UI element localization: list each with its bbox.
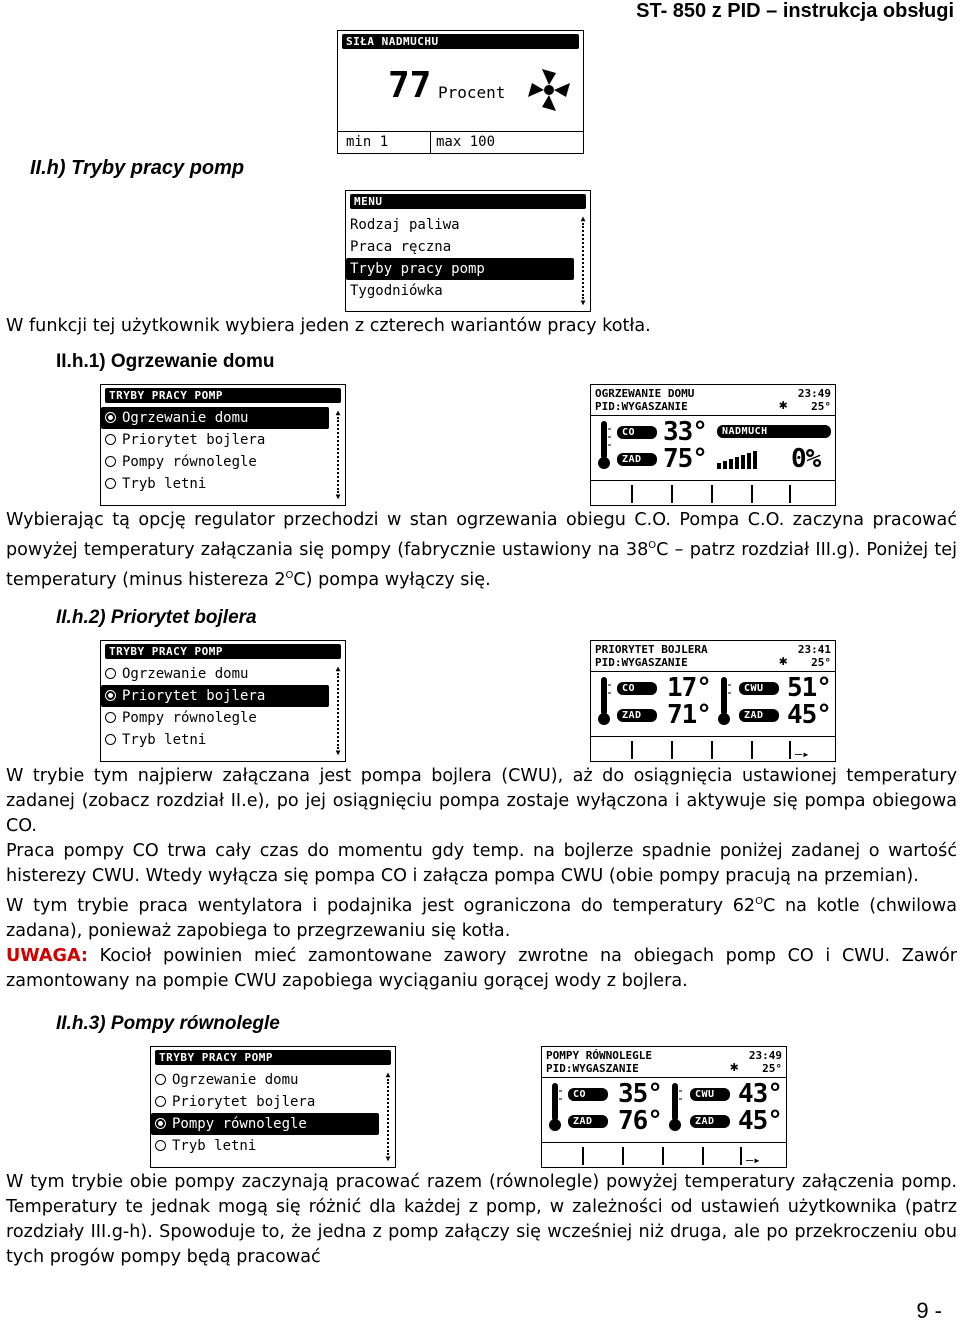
modes-screen-title: TRYBY PRACY POMP <box>105 388 341 403</box>
radio-icon <box>155 1096 166 1107</box>
radio-selected-icon <box>105 412 116 423</box>
fan-value: 77 <box>388 65 432 106</box>
subsection-3-title: II.h.3) Pompy równolegle <box>56 1013 280 1034</box>
subsection-3-text: W tym trybie obie pompy zaczynają pracować razem (równolegle) powyżej temperatury załączenia pomp. Temperatury te jednak mogą się różnić dla każdej z pomp, w zależności od ustawień użytkownika (patrz rozdziały III.g-h). Spowoduje to, że jedna z pomp załączy się wcześniej niż druga, ale po przekroczeniu obu tych progów pompy będą pracować <box>6 1172 957 1267</box>
co-tag: CO <box>617 682 657 695</box>
zad-tag-cwu: ZAD <box>690 1115 730 1128</box>
radio-icon <box>105 434 116 445</box>
radio-icon <box>155 1140 166 1151</box>
co-tag: CO <box>617 426 657 439</box>
radio-icon <box>105 734 116 745</box>
subsection-1-text: Wybierając tą opcję regulator przechodzi w stan ogrzewania obiegu C.O. Pompa C.O. zaczyna pracować powyżej temperatury załączania się pompy (fabrycznie ustawiony na $38^OC$ – patrz rozdział III.g). Poniżej tej temperatury (minus histereza $2^OC$) pompa wyłączy się. <box>6 510 957 590</box>
modes-screen-3 <box>150 1046 396 1168</box>
modes-screen-title: TRYBY PRACY POMP <box>105 644 341 659</box>
status-line-2: PID:WYGASZANIE <box>595 400 688 413</box>
fan-level-bars <box>717 451 765 473</box>
menu-item-tygodniowka[interactable]: Tygodniówka <box>350 283 443 299</box>
zad-temp: 76° <box>618 1106 662 1136</box>
thermometer-icon <box>717 677 731 731</box>
fan-power-screen <box>337 30 584 154</box>
mode-option-rownolegle[interactable]: Pompy równolegle <box>151 1113 379 1135</box>
thermometer-icon <box>548 1083 562 1137</box>
zad-cwu-temp: 45° <box>787 700 831 730</box>
outdoor-temp: 25° <box>762 1062 782 1075</box>
co-tag: CO <box>568 1088 608 1101</box>
mode-option-rownolegle[interactable]: Pompy równolegle <box>101 451 329 473</box>
zad-temp: 71° <box>667 700 711 730</box>
fan-screen-title: SIŁA NADMUCHU <box>342 34 579 49</box>
thermometer-icon <box>668 1083 682 1137</box>
status-time: 23:49 <box>797 387 831 400</box>
zad-tag: ZAD <box>617 453 657 466</box>
menu-screen <box>345 190 591 312</box>
output-ticks <box>591 480 835 505</box>
status-line-1: PRIORYTET BOJLERA <box>595 643 708 656</box>
zad-tag: ZAD <box>617 709 657 722</box>
radio-icon <box>105 456 116 467</box>
status-screen-1 <box>590 384 836 506</box>
status-line-2: PID:WYGASZANIE <box>546 1062 639 1075</box>
status-time: 23:49 <box>748 1049 782 1062</box>
status-screen-3 <box>541 1046 787 1168</box>
subsection-2-text: W trybie tym najpierw załączana jest pompa bojlera (CWU), aż do osiągnięcia ustawionej temperatury zadanej (zobacz rozdział II.e), po jej osiągnięciu pompa zostaje wyłączona i aktywuje się pompa obiegowa CO. Praca pompy CO trwa cały czas do momentu gdy temp. na bojlerze spadnie poniżej zadanej o wartość histerezy CWU. Wtedy wyłącza się pompa CO i załącza pompa CWU (obie pompy pracują na przemian). W tym trybie praca wentylatora i podajnika jest ograniczona do temperatury $62^OC$ na kotle (chwilowa zadana), ponieważ zapobiega to przegrzewaniu się kotła. UWAGA: Kocioł powinien mieć zamontowane zawory zwrotne na obiegach pomp CO i CWU. Zawór zamontowany na pompie CWU zapobiega wyciąganiu gorącej wody z bojlera. <box>6 766 957 991</box>
mode-option-rownolegle[interactable]: Pompy równolegle <box>101 707 329 729</box>
mode-option-letni[interactable]: Tryb letni <box>101 729 329 751</box>
zad-tag: ZAD <box>568 1115 608 1128</box>
radio-icon <box>105 478 116 489</box>
menu-screen-title: MENU <box>350 194 586 209</box>
arrow-right-icon: —▸ <box>746 1153 761 1167</box>
snowflake-icon: ✱ <box>779 653 788 669</box>
status-line-1: OGRZEWANIE DOMU <box>595 387 695 400</box>
cwu-tag: CWU <box>739 682 779 695</box>
cwu-tag: CWU <box>690 1088 730 1101</box>
document-header: ST- 850 z PID – instrukcja obsługi <box>636 0 954 22</box>
output-ticks <box>591 736 835 761</box>
modes-screen-title: TRYBY PRACY POMP <box>155 1050 391 1065</box>
radio-icon <box>155 1074 166 1085</box>
modes-scrollbar[interactable]: ▲ ▼ <box>335 408 341 501</box>
radio-selected-icon <box>155 1118 166 1129</box>
radio-icon <box>105 712 116 723</box>
radio-selected-icon <box>105 690 116 701</box>
mode-option-priorytet[interactable]: Priorytet bojlera <box>101 429 329 451</box>
co-temp: 33° <box>663 417 707 447</box>
modes-screen-1 <box>100 384 346 506</box>
intro-text: W funkcji tej użytkownik wybiera jeden z czterech wariantów pracy kotła. <box>6 316 651 336</box>
page-number: 9 - <box>916 1298 942 1323</box>
mode-option-priorytet[interactable]: Priorytet bojlera <box>151 1091 379 1113</box>
zad-temp: 75° <box>663 444 707 474</box>
menu-item-rodzaj-paliwa[interactable]: Rodzaj paliwa <box>350 217 460 233</box>
co-temp: 17° <box>667 673 711 703</box>
outdoor-temp: 25° <box>811 656 831 669</box>
thermometer-icon <box>597 421 611 475</box>
warning-label: UWAGA: <box>6 945 88 966</box>
subsection-1-title: II.h.1) Ogrzewanie domu <box>56 351 275 372</box>
modes-scrollbar[interactable]: ▲ ▼ <box>385 1070 391 1163</box>
co-temp: 35° <box>618 1079 662 1109</box>
status-line-2: PID:WYGASZANIE <box>595 656 688 669</box>
modes-screen-2 <box>100 640 346 762</box>
mode-option-letni[interactable]: Tryb letni <box>151 1135 379 1157</box>
status-time: 23:41 <box>797 643 831 656</box>
subsection-2-title: II.h.2) Priorytet bojlera <box>56 607 257 628</box>
mode-option-ogrzewanie[interactable]: Ogrzewanie domu <box>101 663 329 685</box>
outdoor-temp: 25° <box>811 400 831 413</box>
fan-max: max 100 <box>436 134 496 150</box>
menu-item-praca-reczna[interactable]: Praca ręczna <box>350 239 452 255</box>
snowflake-icon: ✱ <box>730 1059 739 1075</box>
mode-option-ogrzewanie[interactable]: Ogrzewanie domu <box>101 407 329 429</box>
mode-option-ogrzewanie[interactable]: Ogrzewanie domu <box>151 1069 379 1091</box>
mode-option-priorytet[interactable]: Priorytet bojlera <box>101 685 329 707</box>
output-ticks <box>542 1142 786 1167</box>
fan-percent: 0% <box>791 444 821 474</box>
zad-cwu-temp: 45° <box>738 1106 782 1136</box>
fan-min: min 1 <box>346 134 389 150</box>
menu-item-tryby-pracy-pomp[interactable]: Tryby pracy pomp <box>346 258 574 280</box>
menu-scrollbar[interactable]: ▲ ▼ <box>580 214 586 307</box>
fan-icon <box>524 65 574 115</box>
section-heading: II.h) Tryby pracy pomp <box>30 157 245 179</box>
thermometer-icon <box>597 677 611 731</box>
nadmuch-tag: NADMUCH <box>717 425 831 438</box>
cwu-temp: 51° <box>787 673 831 703</box>
arrow-right-icon: —▸ <box>795 747 810 761</box>
status-screen-2 <box>590 640 836 762</box>
cwu-temp: 43° <box>738 1079 782 1109</box>
fan-unit: Procent <box>438 83 506 102</box>
mode-option-letni[interactable]: Tryb letni <box>101 473 329 495</box>
snowflake-icon: ✱ <box>779 397 788 413</box>
zad-tag-cwu: ZAD <box>739 709 779 722</box>
modes-scrollbar[interactable]: ▲ ▼ <box>335 664 341 757</box>
status-line-1: POMPY RÓWNOLEGLE <box>546 1049 652 1062</box>
radio-icon <box>105 668 116 679</box>
